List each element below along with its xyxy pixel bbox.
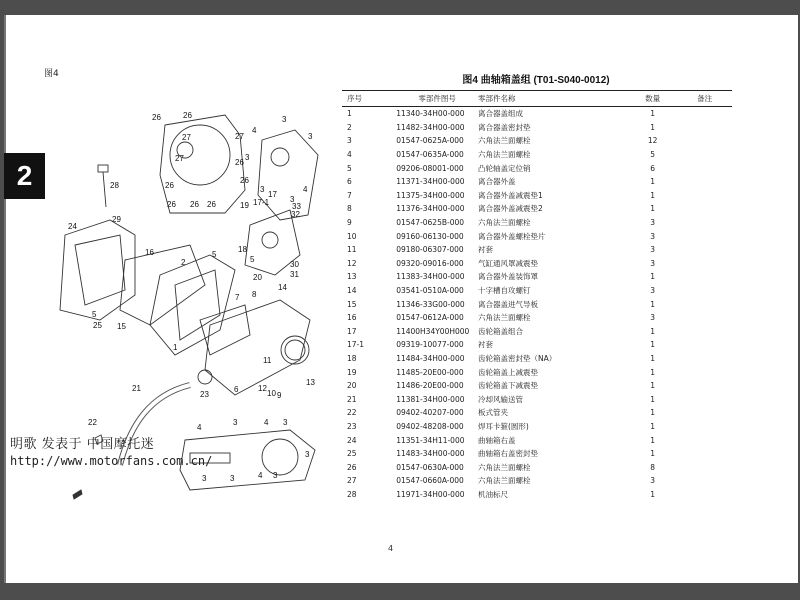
cell-remarks bbox=[677, 189, 732, 203]
cell-no: 22 bbox=[347, 408, 357, 418]
table-header-row bbox=[342, 91, 732, 107]
cell-no: 14 bbox=[347, 286, 357, 296]
cell-no: 27 bbox=[347, 476, 357, 486]
figure-label: 图4 bbox=[44, 69, 59, 79]
svg-text:33: 33 bbox=[292, 202, 301, 211]
cell-name: 六角法兰面螺栓 bbox=[477, 218, 531, 228]
cell-no: 4 bbox=[347, 150, 352, 160]
svg-text:27: 27 bbox=[182, 133, 191, 142]
cell-name: 六角法兰面螺栓 bbox=[477, 476, 531, 486]
parts-table bbox=[342, 90, 732, 501]
cell-name: 六角法兰面螺栓 bbox=[477, 136, 531, 146]
cell-no: 3 bbox=[347, 136, 352, 146]
table-row bbox=[342, 107, 732, 121]
table-row bbox=[342, 175, 732, 189]
cell-part-number: 11381-34H00-000 bbox=[396, 394, 465, 404]
cell-name: 离合器外盖装饰罩 bbox=[477, 272, 538, 282]
cell-remarks bbox=[677, 392, 732, 406]
svg-text:4: 4 bbox=[252, 126, 257, 135]
cell-remarks bbox=[677, 257, 732, 271]
svg-text:3: 3 bbox=[273, 471, 278, 480]
svg-text:12: 12 bbox=[258, 384, 267, 393]
cell-part-number: 11340-34H00-000 bbox=[396, 109, 465, 119]
table-row bbox=[342, 148, 732, 162]
cell-qty: 1 bbox=[650, 272, 656, 282]
table-row bbox=[342, 311, 732, 325]
cell-part-number: 01547-0630A-000 bbox=[396, 462, 464, 472]
cell-part-number: 11346-33G00-000 bbox=[396, 299, 465, 309]
table-row bbox=[342, 325, 732, 339]
svg-text:3: 3 bbox=[233, 418, 238, 427]
cell-remarks bbox=[677, 284, 732, 298]
cell-no: 8 bbox=[347, 204, 352, 214]
svg-text:21: 21 bbox=[132, 384, 141, 393]
cell-name: 离合器盖进气导板 bbox=[477, 299, 538, 309]
cell-remarks bbox=[677, 216, 732, 230]
svg-text:17: 17 bbox=[268, 190, 277, 199]
cell-qty: 1 bbox=[650, 122, 656, 132]
cell-name: 齿轮箱盖下减震垫 bbox=[477, 381, 538, 391]
cell-no: 17 bbox=[347, 326, 357, 336]
table-row bbox=[342, 216, 732, 230]
svg-text:5: 5 bbox=[92, 310, 97, 319]
svg-text:2: 2 bbox=[181, 258, 186, 267]
cell-part-number: 09180-06307-000 bbox=[396, 245, 464, 255]
table-row bbox=[342, 229, 732, 243]
table-row bbox=[342, 406, 732, 420]
svg-text:20: 20 bbox=[253, 273, 262, 282]
cell-qty: 1 bbox=[650, 381, 656, 391]
cell-remarks bbox=[677, 161, 732, 175]
cell-no: 1 bbox=[347, 109, 352, 119]
cell-qty: 3 bbox=[650, 476, 656, 486]
cell-remarks bbox=[677, 297, 732, 311]
svg-text:5: 5 bbox=[250, 255, 255, 264]
cell-part-number: 09402-48208-000 bbox=[396, 421, 464, 431]
cell-qty: 1 bbox=[650, 326, 656, 336]
cell-remarks bbox=[677, 365, 732, 379]
cell-qty: 1 bbox=[650, 449, 656, 459]
svg-text:9: 9 bbox=[277, 391, 282, 400]
svg-text:30: 30 bbox=[290, 260, 299, 269]
svg-text:15: 15 bbox=[117, 322, 126, 331]
cell-no: 16 bbox=[347, 313, 357, 323]
table-row bbox=[342, 488, 732, 502]
cell-no: 20 bbox=[347, 381, 357, 391]
table-row bbox=[342, 365, 732, 379]
cell-qty: 1 bbox=[650, 353, 656, 363]
svg-text:18: 18 bbox=[238, 245, 247, 254]
svg-text:26: 26 bbox=[207, 200, 216, 209]
page-number: 4 bbox=[388, 544, 394, 553]
svg-text:22: 22 bbox=[88, 418, 97, 427]
cell-remarks bbox=[677, 243, 732, 257]
cell-name: 凸轮轴盖定位销 bbox=[477, 163, 531, 173]
table-row bbox=[342, 352, 732, 366]
cell-remarks bbox=[677, 175, 732, 189]
header-part-number: 零部件图号 bbox=[396, 91, 478, 107]
cell-name: 齿轮箱盖组合 bbox=[477, 326, 523, 336]
svg-text:17-1: 17-1 bbox=[253, 198, 270, 207]
svg-text:4: 4 bbox=[303, 185, 308, 194]
watermark-author: 明歌 发表于 中国摩托迷 bbox=[10, 437, 155, 452]
cell-part-number: 01547-0635A-000 bbox=[396, 150, 464, 160]
cell-remarks bbox=[677, 474, 732, 488]
cell-remarks bbox=[677, 460, 732, 474]
cell-remarks bbox=[677, 202, 732, 216]
cell-no: 13 bbox=[347, 272, 357, 282]
svg-text:3: 3 bbox=[202, 474, 207, 483]
cell-name: 衬套 bbox=[477, 340, 493, 350]
svg-text:3: 3 bbox=[260, 185, 265, 194]
cell-part-number: 11400H34Y00H000 bbox=[396, 326, 470, 336]
cell-remarks bbox=[677, 311, 732, 325]
cell-part-number: 11971-34H00-000 bbox=[396, 489, 465, 499]
svg-text:31: 31 bbox=[290, 270, 299, 279]
table-title: 图4 曲轴箱盖组 (T01-S040-0012) bbox=[462, 75, 610, 86]
cell-remarks bbox=[677, 229, 732, 243]
table-row bbox=[342, 161, 732, 175]
cell-name: 机油标尺 bbox=[477, 489, 508, 499]
callout: 26 bbox=[152, 113, 161, 122]
svg-text:3: 3 bbox=[282, 115, 287, 124]
cell-no: 15 bbox=[347, 299, 357, 309]
svg-text:3: 3 bbox=[230, 474, 235, 483]
cell-name: 离合器盖组成 bbox=[477, 109, 523, 119]
cell-part-number: 11482-34H00-000 bbox=[396, 122, 465, 132]
cell-name: 离合器盖密封垫 bbox=[477, 122, 531, 132]
cell-remarks bbox=[677, 420, 732, 434]
cell-qty: 1 bbox=[650, 190, 656, 200]
svg-text:26: 26 bbox=[235, 158, 244, 167]
svg-text:16: 16 bbox=[145, 248, 154, 257]
cell-part-number: 11371-34H00-000 bbox=[396, 177, 465, 187]
svg-text:1: 1 bbox=[173, 343, 178, 352]
cell-no: 11 bbox=[347, 245, 357, 255]
table-row bbox=[342, 474, 732, 488]
cell-no: 21 bbox=[347, 394, 357, 404]
cell-qty: 6 bbox=[650, 163, 656, 173]
cell-name: 六角法兰面螺栓 bbox=[477, 150, 531, 160]
cell-part-number: 11485-20E00-000 bbox=[396, 367, 464, 377]
header-name: 零部件名称 bbox=[478, 91, 628, 107]
svg-text:13: 13 bbox=[306, 378, 315, 387]
table-row bbox=[342, 433, 732, 447]
svg-text:27: 27 bbox=[235, 132, 244, 141]
cell-remarks bbox=[677, 148, 732, 162]
svg-text:28: 28 bbox=[110, 181, 119, 190]
cell-remarks bbox=[677, 107, 732, 121]
svg-text:26: 26 bbox=[183, 111, 192, 120]
cell-qty: 1 bbox=[650, 394, 656, 404]
svg-text:32: 32 bbox=[291, 210, 300, 219]
cell-name: 冷却风输送管 bbox=[477, 394, 523, 404]
cell-part-number: 11486-20E00-000 bbox=[396, 381, 464, 391]
cell-remarks bbox=[677, 134, 732, 148]
header-remarks: 备注 bbox=[677, 91, 732, 107]
cell-part-number: 01547-0660A-000 bbox=[396, 476, 464, 486]
cell-name: 齿轮箱盖密封垫（NA） bbox=[477, 353, 557, 363]
cell-remarks bbox=[677, 433, 732, 447]
cell-part-number: 09320-09016-000 bbox=[396, 258, 464, 268]
cell-no: 28 bbox=[347, 489, 357, 499]
cell-qty: 1 bbox=[650, 299, 656, 309]
cell-qty: 1 bbox=[650, 367, 656, 377]
crankcase-right-cover-shape bbox=[160, 115, 245, 213]
header-no: 序号 bbox=[342, 91, 396, 107]
svg-text:3: 3 bbox=[283, 418, 288, 427]
svg-text:26: 26 bbox=[240, 176, 249, 185]
svg-text:3: 3 bbox=[308, 132, 313, 141]
cell-name: 离合器外盖减震垫1 bbox=[477, 190, 543, 200]
cell-part-number: 11376-34H00-000 bbox=[396, 204, 465, 214]
cell-qty: 3 bbox=[650, 286, 656, 296]
svg-text:6: 6 bbox=[234, 385, 239, 394]
cell-part-number: 09160-06130-000 bbox=[396, 231, 464, 241]
svg-text:3: 3 bbox=[290, 195, 295, 204]
cell-no: 7 bbox=[347, 190, 352, 200]
cell-name: 离合器外盖减震垫2 bbox=[477, 204, 543, 214]
cell-name: 六角法兰面螺栓 bbox=[477, 313, 531, 323]
svg-text:10: 10 bbox=[267, 389, 276, 398]
cell-part-number: 01547-0625B-000 bbox=[396, 218, 465, 228]
cell-part-number: 09319-10077-000 bbox=[396, 340, 464, 350]
svg-text:26: 26 bbox=[190, 200, 199, 209]
chapter-tab: 2 bbox=[4, 153, 45, 199]
cell-qty: 1 bbox=[650, 177, 656, 187]
cell-part-number: 03541-0510A-000 bbox=[396, 286, 464, 296]
svg-text:4: 4 bbox=[197, 423, 202, 432]
svg-text:5: 5 bbox=[212, 250, 217, 259]
cell-no: 5 bbox=[347, 163, 352, 173]
table-row bbox=[342, 297, 732, 311]
table-row bbox=[342, 284, 732, 298]
cell-qty: 3 bbox=[650, 218, 656, 228]
cell-no: 26 bbox=[347, 462, 357, 472]
cell-qty: 1 bbox=[650, 204, 656, 214]
svg-text:7: 7 bbox=[235, 293, 240, 302]
cell-part-number: 11483-34H00-000 bbox=[396, 449, 465, 459]
cell-part-number: 01547-0612A-000 bbox=[396, 313, 464, 323]
cell-part-number: 11383-34H00-000 bbox=[396, 272, 465, 282]
cell-part-number: 09402-40207-000 bbox=[396, 408, 464, 418]
cell-name: 气缸通风罩减震垫 bbox=[477, 258, 538, 268]
table-row bbox=[342, 392, 732, 406]
cell-remarks bbox=[677, 352, 732, 366]
cell-qty: 1 bbox=[650, 109, 656, 119]
table-row bbox=[342, 338, 732, 352]
table-row bbox=[342, 257, 732, 271]
cell-remarks bbox=[677, 379, 732, 393]
cell-remarks bbox=[677, 488, 732, 502]
cell-qty: 1 bbox=[650, 340, 656, 350]
watermark-url: http://www.motorfans.com.cn/ bbox=[10, 454, 213, 468]
table-row bbox=[342, 202, 732, 216]
svg-text:29: 29 bbox=[112, 215, 121, 224]
svg-text:27: 27 bbox=[175, 154, 184, 163]
svg-text:23: 23 bbox=[200, 390, 209, 399]
table-row bbox=[342, 420, 732, 434]
cell-qty: 5 bbox=[650, 150, 656, 160]
svg-text:14: 14 bbox=[278, 283, 287, 292]
table-row bbox=[342, 243, 732, 257]
cell-name: 六角法兰面螺栓 bbox=[477, 462, 531, 472]
svg-text:8: 8 bbox=[252, 290, 257, 299]
header-qty: 数量 bbox=[628, 91, 677, 107]
cell-name: 离合器外盖 bbox=[477, 177, 516, 187]
cell-name: 板式管夹 bbox=[477, 408, 508, 418]
cell-qty: 1 bbox=[650, 435, 656, 445]
cell-part-number: 09206-08001-000 bbox=[396, 163, 464, 173]
cell-qty: 8 bbox=[650, 462, 656, 472]
cell-remarks bbox=[677, 406, 732, 420]
table-row bbox=[342, 134, 732, 148]
cell-qty: 1 bbox=[650, 489, 656, 499]
svg-text:24: 24 bbox=[68, 222, 77, 231]
table-row bbox=[342, 121, 732, 135]
cell-part-number: 11351-34H11-000 bbox=[396, 435, 465, 445]
cell-name: 焊耳卡箍(圆形) bbox=[477, 421, 529, 431]
cell-qty: 1 bbox=[650, 408, 656, 418]
cell-name: 衬套 bbox=[477, 245, 493, 255]
table-row bbox=[342, 189, 732, 203]
svg-text:11: 11 bbox=[263, 356, 272, 365]
svg-text:4: 4 bbox=[264, 418, 269, 427]
svg-text:3: 3 bbox=[305, 450, 310, 459]
cell-no: 24 bbox=[347, 435, 357, 445]
cell-no: 17-1 bbox=[347, 340, 365, 350]
cell-remarks bbox=[677, 121, 732, 135]
cell-name: 齿轮箱盖上减震垫 bbox=[477, 367, 538, 377]
cell-name: 离合器外盖螺栓垫片 bbox=[477, 231, 546, 241]
cell-no: 2 bbox=[347, 122, 352, 132]
cell-qty: 3 bbox=[650, 231, 656, 241]
cell-no: 19 bbox=[347, 367, 357, 377]
cell-no: 10 bbox=[347, 231, 357, 241]
cell-part-number: 11484-34H00-000 bbox=[396, 353, 465, 363]
cell-name: 曲轴箱右盖 bbox=[477, 435, 516, 445]
table-row bbox=[342, 379, 732, 393]
cell-remarks bbox=[677, 447, 732, 461]
svg-text:26: 26 bbox=[165, 181, 174, 190]
cell-no: 9 bbox=[347, 218, 352, 228]
table-row bbox=[342, 447, 732, 461]
svg-text:26: 26 bbox=[167, 200, 176, 209]
table-row bbox=[342, 460, 732, 474]
svg-text:3: 3 bbox=[245, 153, 250, 162]
svg-text:25: 25 bbox=[93, 321, 102, 330]
cell-no: 12 bbox=[347, 258, 357, 268]
svg-text:19: 19 bbox=[240, 201, 249, 210]
cell-qty: 1 bbox=[650, 421, 656, 431]
cell-no: 18 bbox=[347, 353, 357, 363]
svg-text:4: 4 bbox=[258, 471, 263, 480]
cell-qty: 3 bbox=[650, 245, 656, 255]
cell-remarks bbox=[677, 325, 732, 339]
cell-remarks bbox=[677, 338, 732, 352]
cell-no: 25 bbox=[347, 449, 357, 459]
cell-no: 23 bbox=[347, 421, 357, 431]
cell-no: 6 bbox=[347, 177, 352, 187]
table-row bbox=[342, 270, 732, 284]
cell-part-number: 11375-34H00-000 bbox=[396, 190, 465, 200]
cell-qty: 12 bbox=[647, 136, 658, 146]
cell-name: 曲轴箱右盖密封垫 bbox=[477, 449, 538, 459]
cell-name: 十字槽自攻螺钉 bbox=[477, 286, 531, 296]
watermark bbox=[10, 436, 212, 470]
cell-qty: 3 bbox=[650, 313, 656, 323]
cell-remarks bbox=[677, 270, 732, 284]
cell-qty: 3 bbox=[650, 258, 656, 268]
cell-part-number: 01547-0625A-000 bbox=[396, 136, 464, 146]
